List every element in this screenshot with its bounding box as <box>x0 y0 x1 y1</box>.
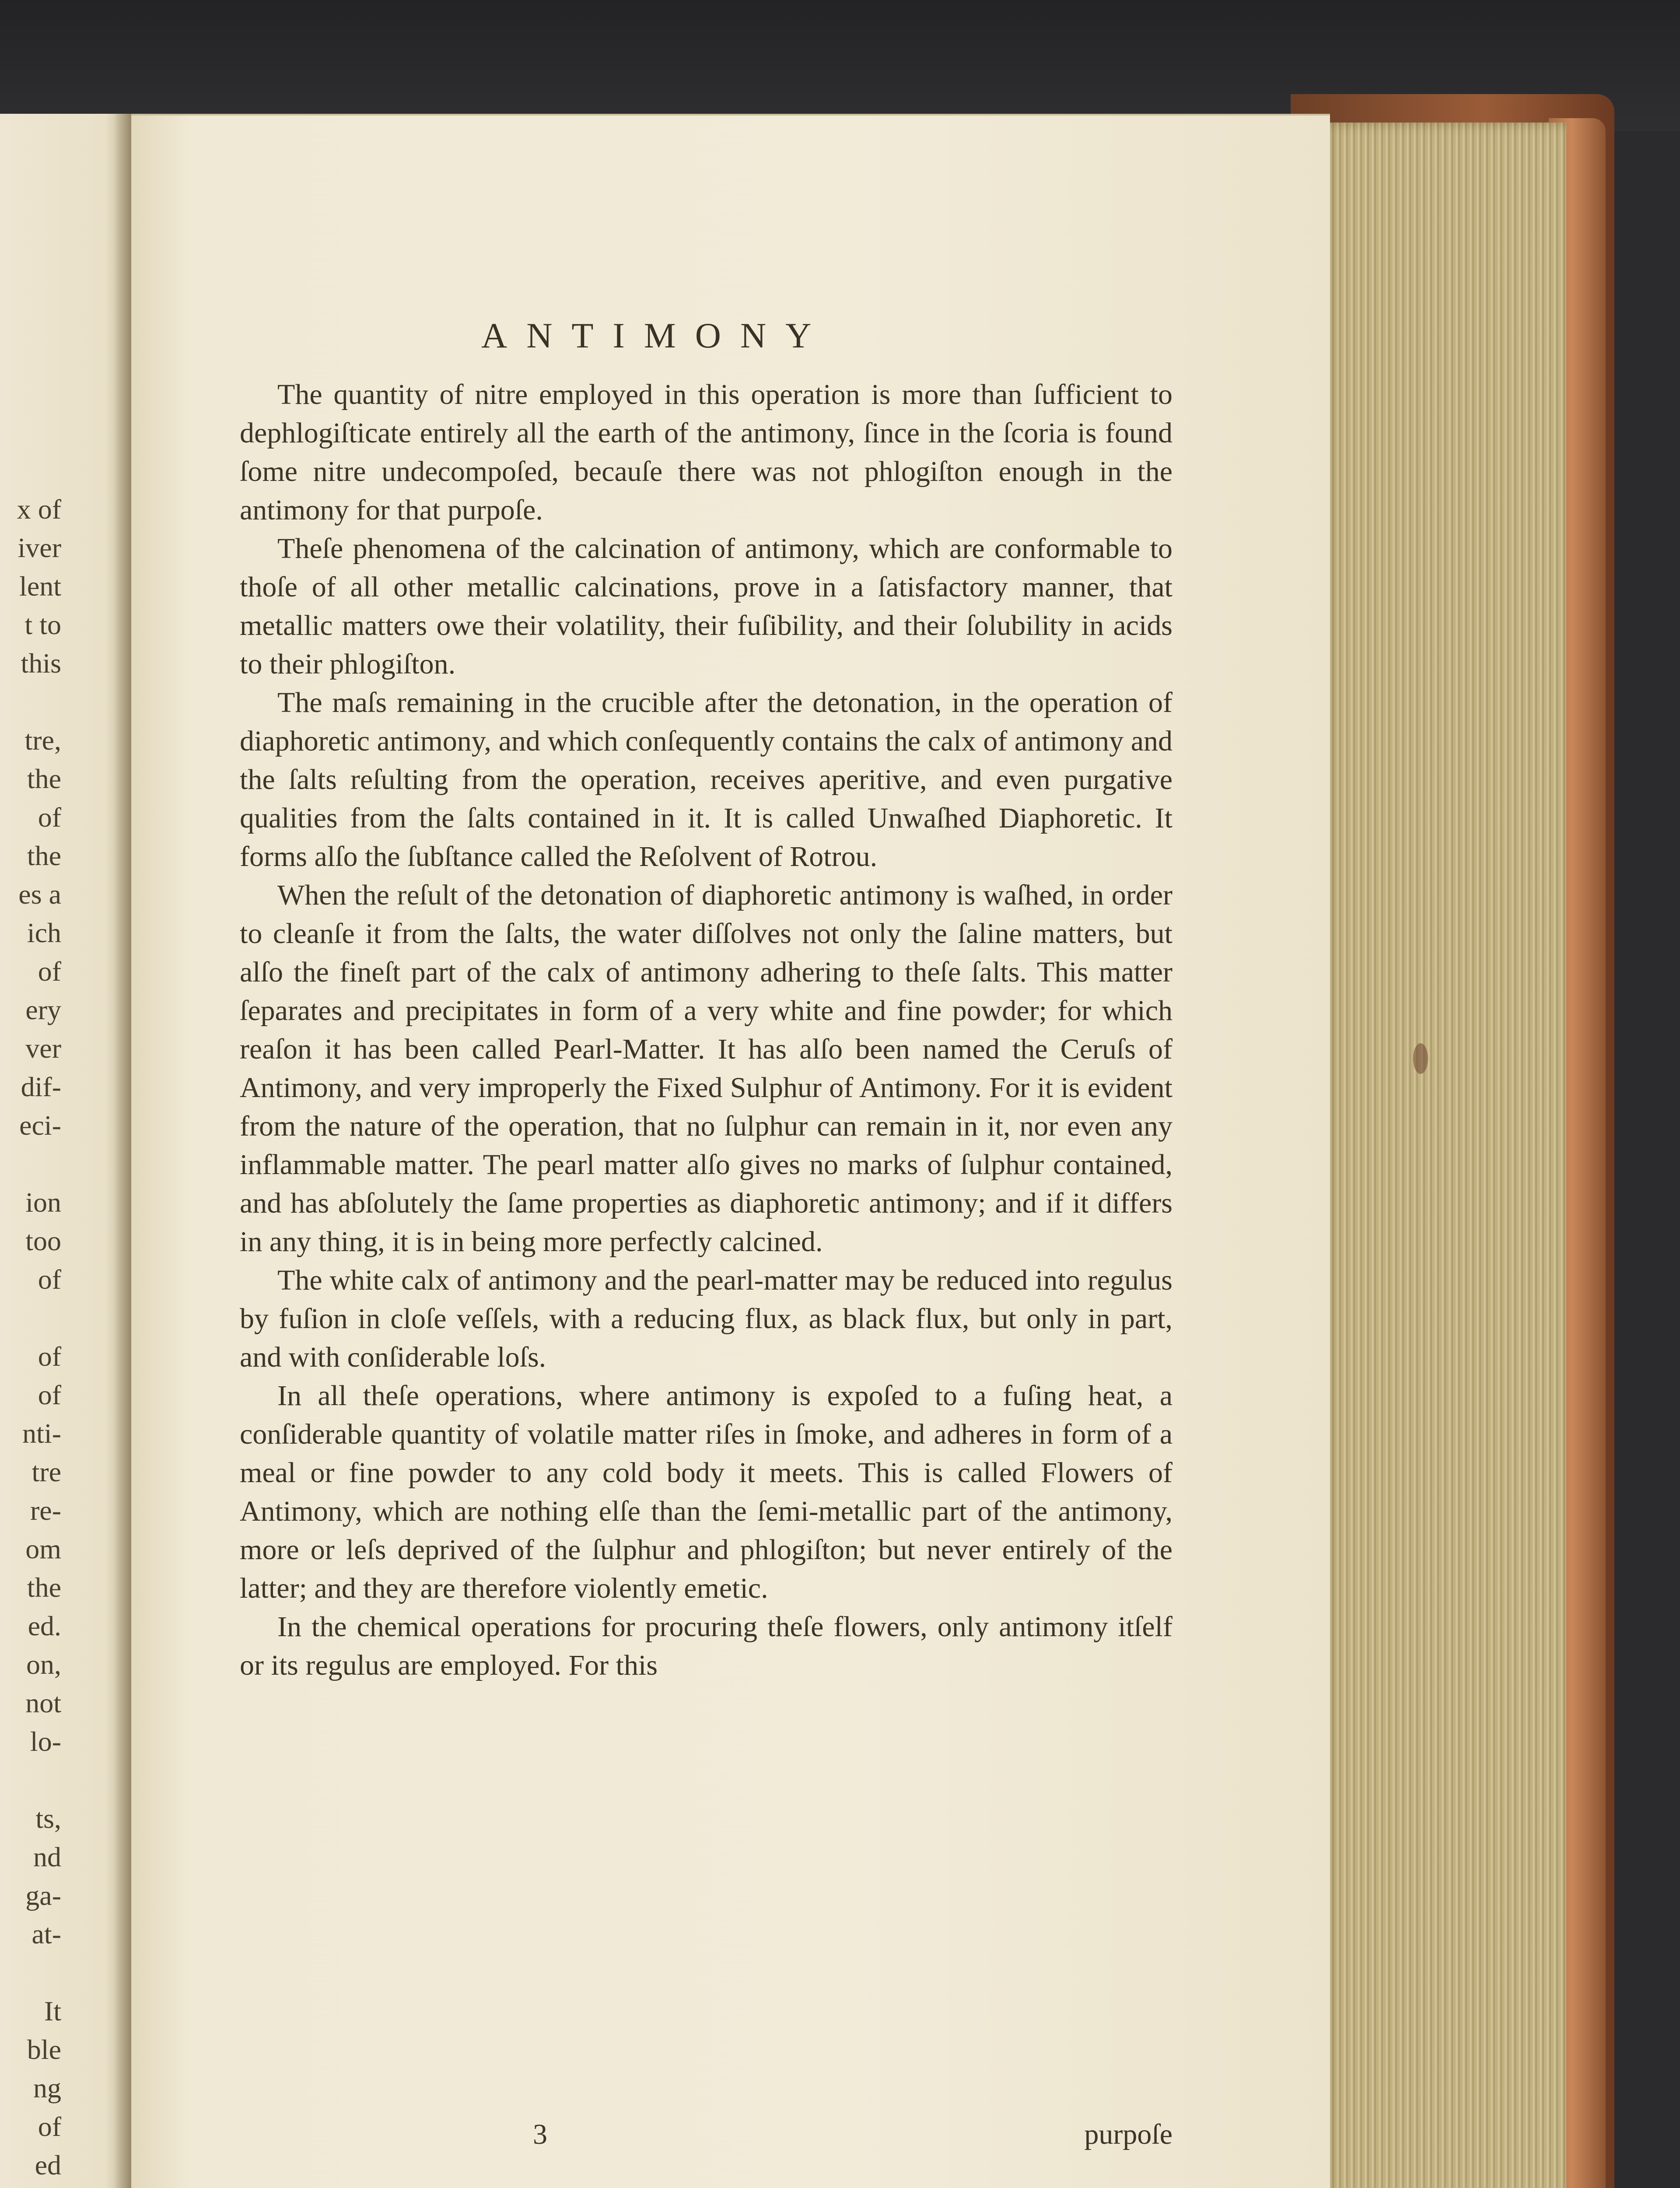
left-page-line: ion <box>25 1187 61 1218</box>
paragraph: In the chemical operations for procuring theſe flowers, only antimony itſelf or its regulus are employed. For this <box>240 1611 1172 1681</box>
paragraph: Theſe phenomena of the calcination of antimony, which are conformable to thoſe of all other metallic calcinations, prove in a ſatisfactory manner, that metallic matters owe their volatility, their fuſibility, and their ſolubility in acids to their phlogiſton. <box>240 533 1172 680</box>
left-page-line: ts, <box>35 1803 61 1834</box>
left-page-line: of <box>38 1264 61 1295</box>
left-page-line: the <box>27 840 61 871</box>
running-header: ANTIMONY <box>481 316 831 355</box>
left-page-line: of <box>38 2111 61 2142</box>
left-page-line: too <box>25 1225 61 1256</box>
left-page-line: of <box>38 1341 61 1372</box>
left-page-text-fragments <box>0 490 61 2188</box>
left-page-line: at- <box>32 1918 61 1950</box>
left-page-line: x of <box>17 494 61 525</box>
left-page-line: not <box>25 1687 61 1718</box>
left-page-line: es a <box>18 879 61 910</box>
left-page <box>0 114 131 2188</box>
catchword: purpoſe <box>1084 2118 1172 2150</box>
left-page-line: nd <box>33 1841 61 1872</box>
left-page-line: ver <box>25 1033 61 1064</box>
left-page-line: ng <box>33 2072 61 2104</box>
left-page-line: this <box>21 648 61 679</box>
paragraph: The quantity of nitre employed in this operation is more than ſufficient to dephlogiſticate entirely all the earth of the antimony, ſince in the ſcoria is found ſome nitre undecompoſed, becauſe there was not phlogiſton enough in the antimony for that purpoſe. <box>240 379 1172 526</box>
page-body <box>240 375 1172 1685</box>
left-page-line: the <box>27 763 61 794</box>
left-page-line: tre <box>32 1456 61 1487</box>
left-page-line: iver <box>18 532 61 563</box>
left-page-line: of <box>38 802 61 833</box>
left-page-line: It <box>44 1995 61 2027</box>
foxing-spot <box>1413 1043 1428 1074</box>
paragraph: The maſs remaining in the crucible after the detonation, in the operation of diaphoretic antimony, and which conſequently contains the calx of antimony and the ſalts reſulting from the operation, receives aperitive, and even purgative qualities from the ſalts contained in it. It is called Unwaſhed Diaphoretic. It forms alſo the ſubſtance called the Reſolvent of Rotrou. <box>240 687 1172 873</box>
paragraph: When the reſult of the detonation of diaphoretic antimony is waſhed, in order to cleanſe it from the ſalts, the water diſſolves not only the ſaline matters, but alſo the fineſt part of the calx of antimony adhering to theſe ſalts. This matter ſeparates and precipitates in form of a very white and fine powder; for which reaſon it has been called Pearl-Matter. It has alſo been named the Ceruſs of Antimony, and very improperly the Fixed Sulphur of Antimony. For it is evident from the nature of the operation, that no ſulphur can remain in it, nor even any inflammable matter. The pearl matter alſo gives no marks of ſulphur contained, and has abſolutely the ſame properties as diaphoretic antimony; and if it differs in any thing, it is in being more perfectly calcined. <box>240 879 1172 1258</box>
left-page-line: ed <box>35 2149 61 2181</box>
left-page-line: of <box>38 1379 61 1410</box>
left-page-line: ery <box>25 994 61 1025</box>
page-edges <box>1321 123 1566 2188</box>
left-page-line <box>0 2184 61 2188</box>
left-page-line: ble <box>27 2034 61 2065</box>
left-page-line: dif- <box>21 1071 61 1102</box>
left-page-line: lo- <box>30 1726 61 1757</box>
left-page-line: the <box>27 1572 61 1603</box>
left-page-line: re- <box>30 1495 61 1526</box>
left-page-line: om <box>25 1533 61 1564</box>
left-page-line: lent <box>19 571 61 602</box>
left-page-line: ich <box>27 917 61 948</box>
left-page-line <box>0 683 61 721</box>
left-page-line <box>0 1953 61 1992</box>
left-page-line: eci- <box>19 1110 61 1141</box>
left-page-line: nti- <box>22 1418 61 1449</box>
paragraph: In all theſe operations, where antimony is expoſed to a fuſing heat, a conſiderable quantity of volatile matter riſes in ſmoke, and adheres in form of a meal or fine powder to any cold body it meets. This is called Flowers of Antimony, which are nothing elſe than the ſemi-metallic part of the antimony, more or leſs deprived of the ſulphur and phlogiſton; but never entirely of the latter; and they are therefore violently emetic. <box>240 1380 1172 1604</box>
left-page-line: of <box>38 956 61 987</box>
left-page-line: on, <box>26 1649 61 1680</box>
left-page-line: ed. <box>28 1610 61 1641</box>
left-page-line <box>0 1761 61 1799</box>
left-page-line: tre, <box>24 725 61 756</box>
left-page-line <box>0 1145 61 1183</box>
paragraph: The white calx of antimony and the pearl-matter may be reduced into regulus by fuſion in cloſe veſſels, with a reducing flux, as black flux, but only in part, and with conſiderable loſs. <box>240 1264 1172 1373</box>
signature-mark: 3 <box>533 2118 547 2150</box>
left-page-line: ga- <box>25 1880 61 1911</box>
left-page-line <box>0 1299 61 1337</box>
left-page-line: t to <box>24 609 61 640</box>
page-footer <box>240 2118 1172 2157</box>
